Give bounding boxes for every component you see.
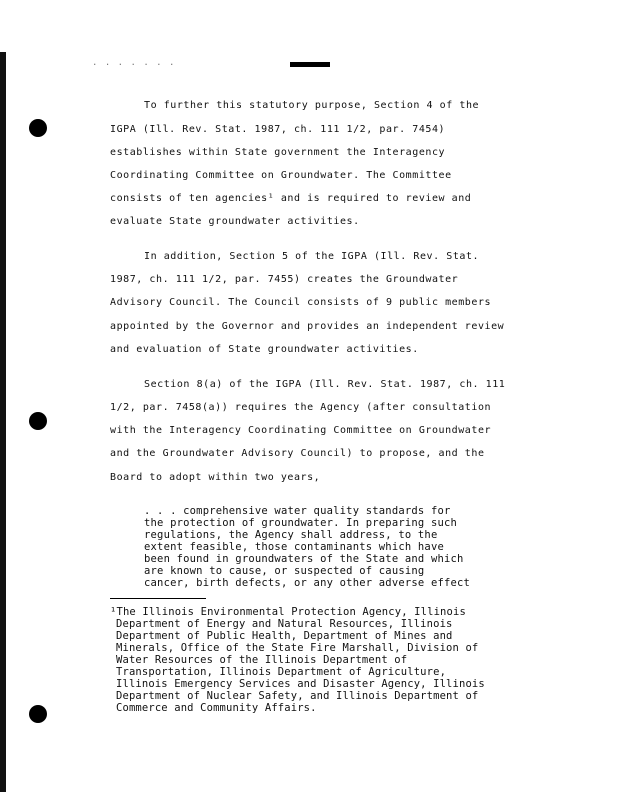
footnote-rule <box>110 598 206 599</box>
page-header-mark <box>290 62 330 67</box>
paragraph-3-line-5: Board to adopt within two years, <box>110 472 321 483</box>
paragraph-2-line-1: In addition, Section 5 of the IGPA (Ill. Rev. Stat. <box>144 251 480 262</box>
paragraph-3-line-3: with the Interagency Coordinating Committee on Groundwater <box>110 425 492 436</box>
paragraph-1-line-2: IGPA (Ill. Rev. Stat. 1987, ch. 111 1/2, par. 7454) <box>110 124 446 135</box>
punch-hole-middle <box>29 412 47 430</box>
paragraph-3-line-4: and the Groundwater Advisory Council) to propose, and the <box>110 448 485 459</box>
quote-line-4: extent feasible, those contaminants which have <box>144 541 444 553</box>
footnote-line-7: Illinois Emergency Services and Disaster Agency, Illinois <box>116 678 485 690</box>
paragraph-1-line-4: Coordinating Committee on Groundwater. The Committee <box>110 170 452 181</box>
footnote-line-4: Minerals, Office of the State Fire Marshall, Division of <box>116 642 479 654</box>
punch-hole-top <box>29 119 47 137</box>
footnote-line-9: Commerce and Community Affairs. <box>116 702 317 714</box>
footnote-line-3: Department of Public Health, Department of Mines and <box>116 630 453 642</box>
paragraph-1-line-3: establishes within State government the Interagency <box>110 147 446 158</box>
paragraph-2-line-4: appointed by the Governor and provides an independent review <box>110 321 505 332</box>
page-header-faint: . . . . . . . <box>92 58 176 68</box>
paragraph-3-line-2: 1/2, par. 7458(a)) requires the Agency (after consultation <box>110 402 492 413</box>
punch-hole-bottom <box>29 705 47 723</box>
quote-line-6: are known to cause, or suspected of causing <box>144 565 425 577</box>
paragraph-2-line-5: and evaluation of State groundwater activities. <box>110 344 419 355</box>
quote-line-5: been found in groundwaters of the State and which <box>144 553 464 565</box>
quote-line-1: . . . comprehensive water quality standards for <box>144 505 451 517</box>
footnote-line-8: Department of Nuclear Safety, and Illinois Department of <box>116 690 479 702</box>
footnote-line-5: Water Resources of the Illinois Department of <box>116 654 408 666</box>
quote-line-2: the protection of groundwater. In preparing such <box>144 517 458 529</box>
quote-line-7: cancer, birth defects, or any other adverse effect <box>144 577 471 589</box>
paragraph-3-line-1: Section 8(a) of the IGPA (Ill. Rev. Stat. 1987, ch. 111 <box>144 379 506 390</box>
paragraph-1-line-5: consists of ten agencies¹ and is required to review and <box>110 193 472 204</box>
paragraph-2-line-3: Advisory Council. The Council consists of 9 public members <box>110 297 492 308</box>
paragraph-1-line-1: To further this statutory purpose, Section 4 of the <box>144 100 480 111</box>
footnote-line-1: ¹The Illinois Environmental Protection Agency, Illinois <box>110 606 466 618</box>
footnote-line-2: Department of Energy and Natural Resources, Illinois <box>116 618 453 630</box>
paragraph-1-line-6: evaluate State groundwater activities. <box>110 216 360 227</box>
scan-left-edge <box>0 52 6 792</box>
paragraph-2-line-2: 1987, ch. 111 1/2, par. 7455) creates the Groundwater <box>110 274 459 285</box>
footnote-line-6: Transportation, Illinois Department of Agriculture, <box>116 666 447 678</box>
quote-line-3: regulations, the Agency shall address, to the <box>144 529 438 541</box>
